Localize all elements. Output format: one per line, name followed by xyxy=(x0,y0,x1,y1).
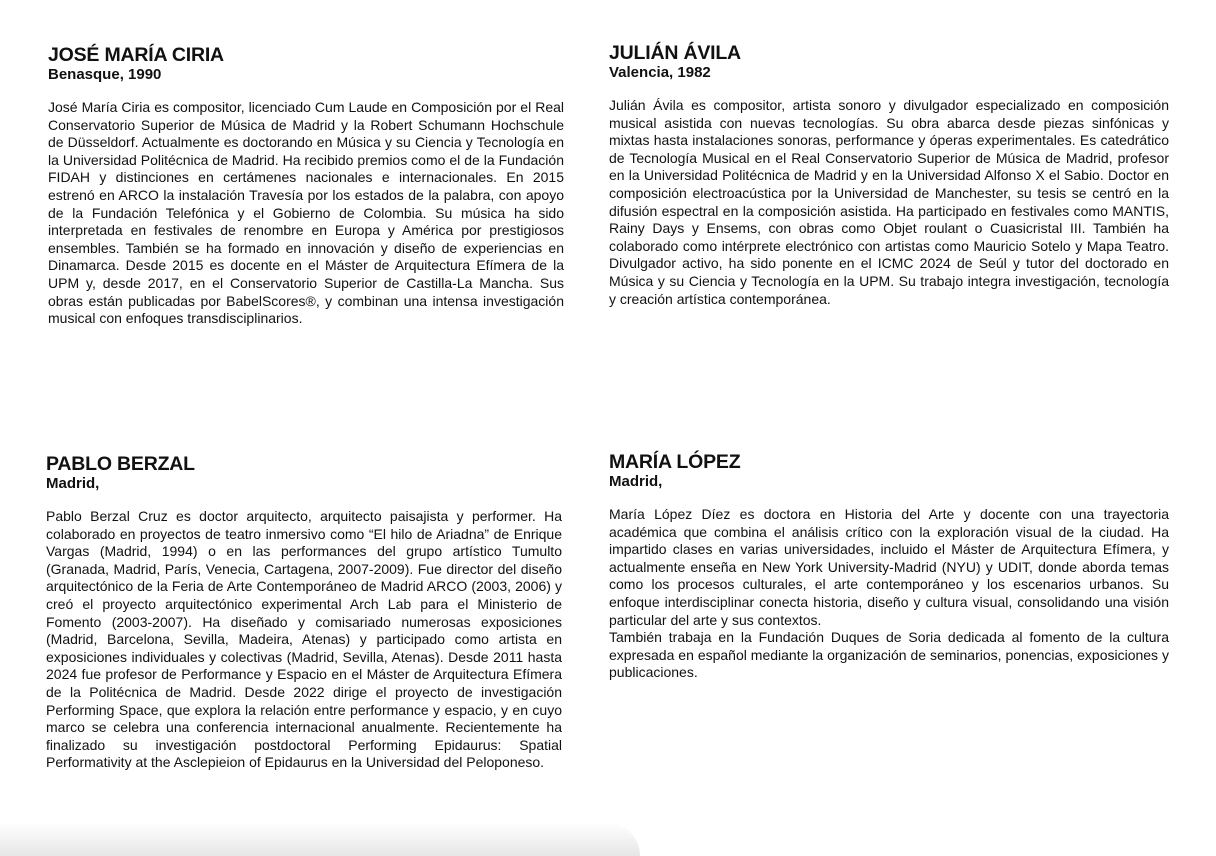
bio-jose-maria-ciria xyxy=(48,44,564,328)
bio-pablo-berzal xyxy=(46,453,562,772)
bio-text xyxy=(46,508,562,772)
bio-paragraph: María López Díez es doctora en Historia del Arte y docente con una trayectoria académica que combina el análisis crítico con la exploración visual de la ciudad. Ha impartido clases en varias universidades, incluido el Máster de Arquitectura Efímera, y actualmente enseña en New York University-Madrid (NYU) y UDIT, donde aborda temas como los procesos culturales, el arte contemporáneo y los escenarios urbanos. Su enfoque interdisciplinar conecta historia, diseño y cultura visual, consolidando una visión particular del arte y sus contextos. xyxy=(609,506,1169,628)
bio-text xyxy=(609,97,1169,308)
page-edge-shadow xyxy=(0,822,640,856)
bio-julian-avila xyxy=(609,42,1169,308)
bio-name: JULIÁN ÁVILA xyxy=(609,42,741,64)
bio-origin: Madrid, xyxy=(609,473,663,490)
bio-origin: Benasque, 1990 xyxy=(48,66,162,83)
bio-name: MARÍA LÓPEZ xyxy=(609,451,741,473)
bio-paragraph: También trabaja en la Fundación Duques de Soria dedicada al fomento de la cultura expresada en español mediante la organización de seminarios, ponencias, exposiciones y publicaciones. xyxy=(609,629,1169,681)
bio-text xyxy=(48,99,564,328)
bio-paragraph: Julián Ávila es compositor, artista sonoro y divulgador especializado en composición musical asistida con nuevas tecnologías. Su obra abarca desde piezas sinfónicas y mixtas hasta instalaciones sonoras, performance y óperas experimentales. Es catedrático de Tecnología Musical en el Real Conservatorio Superior de Música de Madrid, profesor en la Universidad Politécnica de Madrid y en la Universidad Alfonso X el Sabio. Doctor en composición electroacústica por la Universidad de Manchester, su tesis se centró en la difusión espectral en la composición asistida. Ha participado en festivales como MANTIS, Rainy Days y Ensems, con obras como Objet roulant o Cuasicristal III. También ha colaborado como intérprete electrónico con artistas como Mauricio Sotelo y Mapa Teatro. Divulgador activo, ha sido ponente en el ICMC 2024 de Seúl y tutor del doctorado en Música y su Ciencia y Tecnología en la UPM. Su trabajo integra investigación, tecnología y creación artística contemporánea. xyxy=(609,97,1169,307)
bio-origin: Valencia, 1982 xyxy=(609,64,711,81)
bio-paragraph: José María Ciria es compositor, licenciado Cum Laude en Composición por el Real Conservatorio Superior de Música de Madrid y la Robert Schumann Hochschule de Düsseldorf. Actualmente es doctorando en Música y su Ciencia y Tecnología en la Universidad Politécnica de Madrid. Ha recibido premios como el de la Fundación FIDAH y distinciones en certámenes nacionales e internacionales. En 2015 estrenó en ARCO la instalación Travesía por los estados de la palabra, con apoyo de la Fundación Telefónica y el Gobierno de Colombia. Su música ha sido interpretada en festivales de renombre en Europa y América por prestigiosos ensembles. También se ha formado en innovación y diseño de experiencias en Dinamarca. Desde 2015 es docente en el Máster de Arquitectura Efímera de la UPM y, desde 2017, en el Conservatorio Superior de Castilla-La Mancha. Sus obras están publicadas por BabelScores®, y combinan una intensa investigación musical con enfoques transdisciplinarios. xyxy=(48,99,564,327)
bio-name: JOSÉ MARÍA CIRIA xyxy=(48,44,224,66)
bio-paragraph: Pablo Berzal Cruz es doctor arquitecto, arquitecto paisajista y performer. Ha colaborado en proyectos de teatro inmersivo como “El hilo de Ariadna” de Enrique Vargas (Madrid, 1994) o en las performances del grupo artístico Tumulto (Granada, Madrid, París, Venecia, Cartagena, 2007-2009). Fue director del diseño arquitectónico de la Feria de Arte Contemporáneo de Madrid ARCO (2003, 2006) y creó el proyecto arquitectónico experimental Arch Lab para el Ministerio de Fomento (2003-2007). Ha diseñado y comisariado numerosas exposiciones (Madrid, Barcelona, Sevilla, Madeira, Atenas) y participado como artista en exposiciones individuales y colectivas (Madrid, Sevilla, Atenas). Desde 2011 hasta 2024 fue profesor de Performance y Espacio en el Máster de Arquitectura Efímera de la Politécnica de Madrid. Desde 2022 dirige el proyecto de investigación Performing Space, que explora la relación entre performance y espacio, y en cuyo marco se celebra una conferencia internacional anualmente. Recientemente ha finalizado su investigación postdoctoral Performing Epidaurus: Spatial Performativity at the Asclepieion of Epidaurus en la Universidad del Peloponeso. xyxy=(46,508,562,771)
bio-maria-lopez xyxy=(609,451,1169,682)
bio-name: PABLO BERZAL xyxy=(46,453,195,475)
bio-text xyxy=(609,506,1169,682)
bio-origin: Madrid, xyxy=(46,475,100,492)
